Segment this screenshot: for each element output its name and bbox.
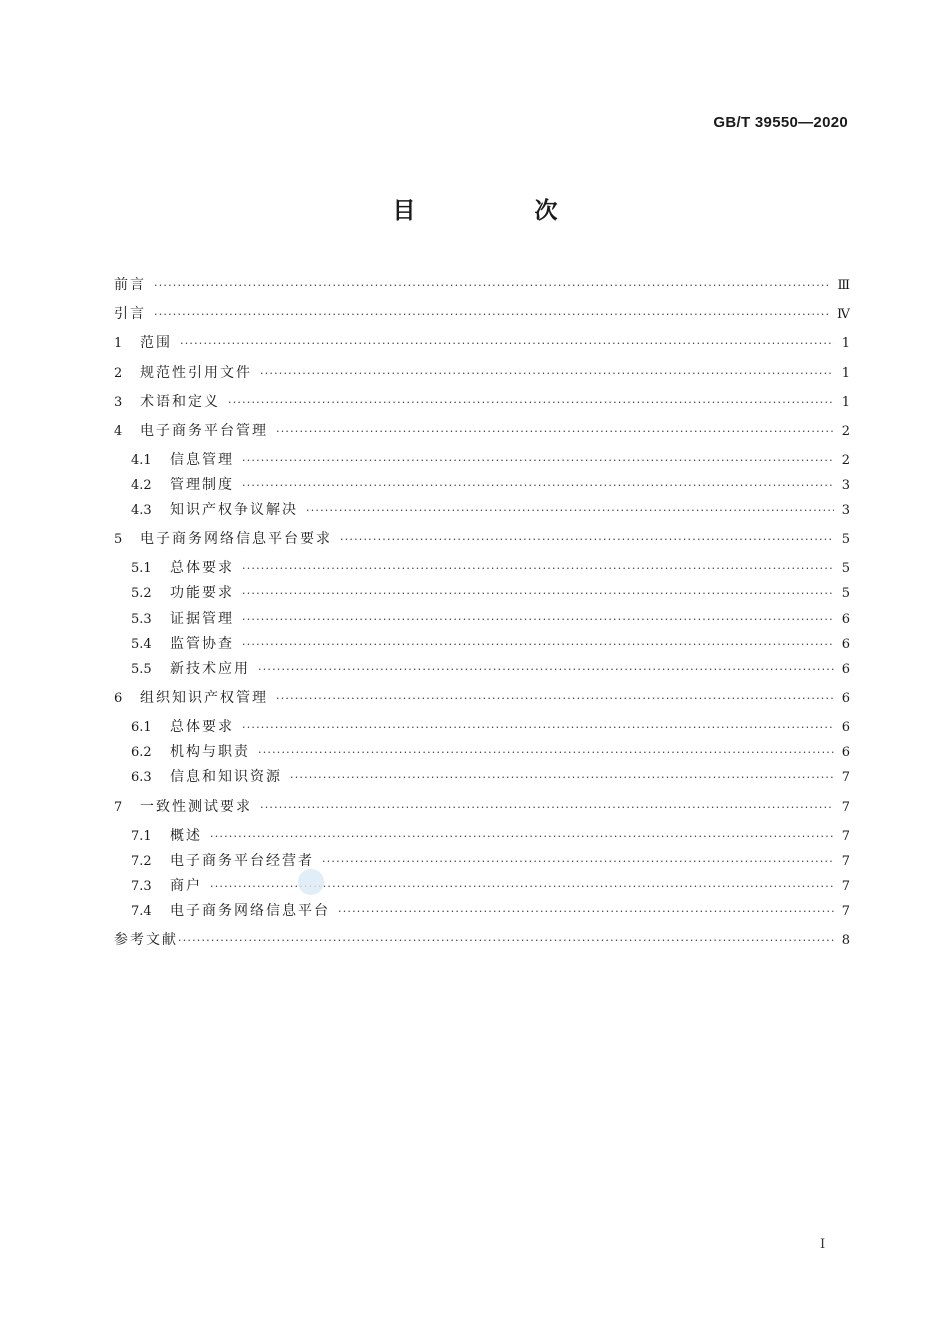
toc-entry[interactable] (114, 331, 850, 355)
toc-entry-number: 7.4 (131, 904, 152, 919)
toc-dot-leader (242, 716, 834, 740)
toc-entry-label: 监管协查 (170, 636, 234, 652)
toc-entry-page: 5 (841, 586, 850, 601)
toc-dot-leader (154, 303, 831, 327)
toc-entry[interactable] (114, 686, 850, 710)
toc-entry-number: 4.2 (131, 478, 152, 493)
toc-entry-page: 6 (841, 612, 850, 627)
toc-entry-page: 1 (841, 336, 850, 351)
toc-entry-label: 引言 (114, 306, 146, 322)
toc-entry-number: 5.5 (131, 662, 152, 677)
toc-dot-leader (180, 332, 834, 356)
toc-entry[interactable] (131, 740, 850, 764)
toc-entry-label: 一致性测试要求 (140, 799, 252, 815)
toc-entry-label: 概述 (170, 828, 202, 844)
toc-entry-label: 范围 (140, 335, 172, 351)
toc-entry-label: 参考文献 (114, 932, 178, 948)
toc-entry-page: 3 (841, 478, 850, 493)
toc-dot-leader (338, 900, 834, 924)
toc-entry-page: 7 (841, 854, 850, 869)
toc-entry-label: 信息和知识资源 (170, 769, 282, 785)
toc-entry-label: 组织知识产权管理 (140, 690, 268, 706)
watermark-logo (298, 869, 324, 895)
toc-dot-leader (178, 929, 834, 953)
toc-entry-page: 8 (841, 933, 850, 948)
toc-entry-page: 6 (841, 637, 850, 652)
toc-dot-leader (258, 658, 834, 682)
toc-entry-number: 5.3 (131, 612, 152, 627)
toc-dot-leader (242, 633, 834, 657)
toc-entry[interactable] (131, 448, 850, 472)
toc-entry-number: 6.1 (131, 720, 152, 735)
toc-entry-label: 术语和定义 (140, 394, 220, 410)
toc-entry-number: 4.1 (131, 453, 152, 468)
toc-dot-leader (260, 362, 834, 386)
toc-entry-page: 7 (841, 879, 850, 894)
toc-entry[interactable] (114, 795, 850, 819)
toc-entry-label: 证据管理 (170, 611, 234, 627)
footer-page-number: I (820, 1237, 826, 1252)
toc-dot-leader (228, 391, 834, 415)
toc-entry-number: 7 (114, 800, 123, 815)
toc-dot-leader (340, 528, 834, 552)
toc-entry[interactable] (114, 928, 850, 952)
toc-entry[interactable] (114, 302, 850, 326)
toc-entry-label: 商户 (170, 878, 202, 894)
toc-entry-page: Ⅳ (837, 307, 850, 322)
toc-entry-label: 机构与职责 (170, 744, 250, 760)
toc-entry-page: 1 (841, 366, 850, 381)
toc-entry-page: 7 (841, 829, 850, 844)
toc-dot-leader (306, 499, 834, 523)
toc-entry-page: Ⅲ (837, 278, 850, 293)
toc-entry-page: 7 (841, 800, 850, 815)
toc-entry-label: 电子商务网络信息平台要求 (140, 531, 332, 547)
toc-entry-label: 信息管理 (170, 452, 234, 468)
toc-entry-number: 5 (114, 532, 123, 547)
toc-entry-label: 电子商务网络信息平台 (170, 903, 330, 919)
toc-entry-number: 6.3 (131, 770, 152, 785)
toc-entry-number: 7.1 (131, 829, 152, 844)
toc-dot-leader (242, 557, 834, 581)
toc-entry[interactable] (114, 390, 850, 414)
toc-dot-leader (242, 582, 834, 606)
toc-entry-number: 5.4 (131, 637, 152, 652)
toc-dot-leader (322, 850, 834, 874)
toc-entry-page: 6 (841, 720, 850, 735)
toc-entry[interactable] (131, 899, 850, 923)
toc-entry-number: 5.1 (131, 561, 152, 576)
toc-entry[interactable] (131, 473, 850, 497)
toc-entry-number: 4.3 (131, 503, 152, 518)
toc-entry-label: 新技术应用 (170, 661, 250, 677)
toc-entry-page: 5 (841, 561, 850, 576)
toc-dot-leader (260, 796, 834, 820)
toc-dot-leader (258, 741, 834, 765)
toc-entry-label: 管理制度 (170, 477, 234, 493)
toc-entry-page: 6 (841, 745, 850, 760)
toc-entry-page: 7 (841, 904, 850, 919)
toc-dot-leader (242, 449, 834, 473)
toc-entry-label: 规范性引用文件 (140, 365, 252, 381)
toc-entry-number: 3 (114, 395, 123, 410)
toc-entry-label: 电子商务平台管理 (140, 423, 268, 439)
toc-entry-page: 2 (841, 424, 850, 439)
toc-entry-page: 5 (841, 532, 850, 547)
toc-dot-leader (210, 825, 834, 849)
toc-dot-leader (290, 766, 834, 790)
toc-dot-leader (276, 687, 834, 711)
toc-entry[interactable] (131, 657, 850, 681)
toc-entry[interactable] (131, 498, 850, 522)
toc-entry[interactable] (131, 632, 850, 656)
toc-entry-number: 6.2 (131, 745, 152, 760)
toc-entry[interactable] (131, 849, 850, 873)
toc-entry[interactable] (114, 527, 850, 551)
toc-entry[interactable] (131, 824, 850, 848)
toc-dot-leader (276, 420, 834, 444)
toc-entry[interactable] (114, 419, 850, 443)
toc-entry[interactable] (131, 765, 850, 789)
toc-entry-page: 2 (841, 453, 850, 468)
toc-entry-number: 4 (114, 424, 123, 439)
toc-entry-label: 总体要求 (170, 560, 234, 576)
toc-entry-page: 7 (841, 770, 850, 785)
toc-entry[interactable] (114, 361, 850, 385)
toc-entry-label: 电子商务平台经营者 (170, 853, 314, 869)
toc-entry-page: 6 (841, 691, 850, 706)
toc-entry-number: 6 (114, 691, 123, 706)
toc-entry[interactable] (114, 273, 850, 297)
toc-dot-leader (242, 474, 834, 498)
toc-entry[interactable] (131, 874, 850, 898)
toc-entry[interactable] (131, 556, 850, 580)
toc-entry-label: 总体要求 (170, 719, 234, 735)
toc-entry-number: 7.3 (131, 879, 152, 894)
toc-dot-leader (242, 608, 834, 632)
toc-entry-number: 5.2 (131, 586, 152, 601)
toc-entry-page: 6 (841, 662, 850, 677)
toc-entry-label: 知识产权争议解决 (170, 502, 298, 518)
toc-entry-page: 1 (841, 395, 850, 410)
toc-entry[interactable] (131, 607, 850, 631)
toc-entry-label: 前言 (114, 277, 146, 293)
standard-code: GB/T 39550—2020 (713, 114, 848, 131)
toc-entry-number: 1 (114, 336, 123, 351)
page-title: 目 次 (392, 198, 606, 224)
toc-dot-leader (154, 274, 831, 298)
toc-entry[interactable] (131, 715, 850, 739)
toc-entry-number: 2 (114, 366, 123, 381)
toc-entry-label: 功能要求 (170, 585, 234, 601)
toc-entry[interactable] (131, 581, 850, 605)
toc-entry-number: 7.2 (131, 854, 152, 869)
toc-entry-page: 3 (841, 503, 850, 518)
